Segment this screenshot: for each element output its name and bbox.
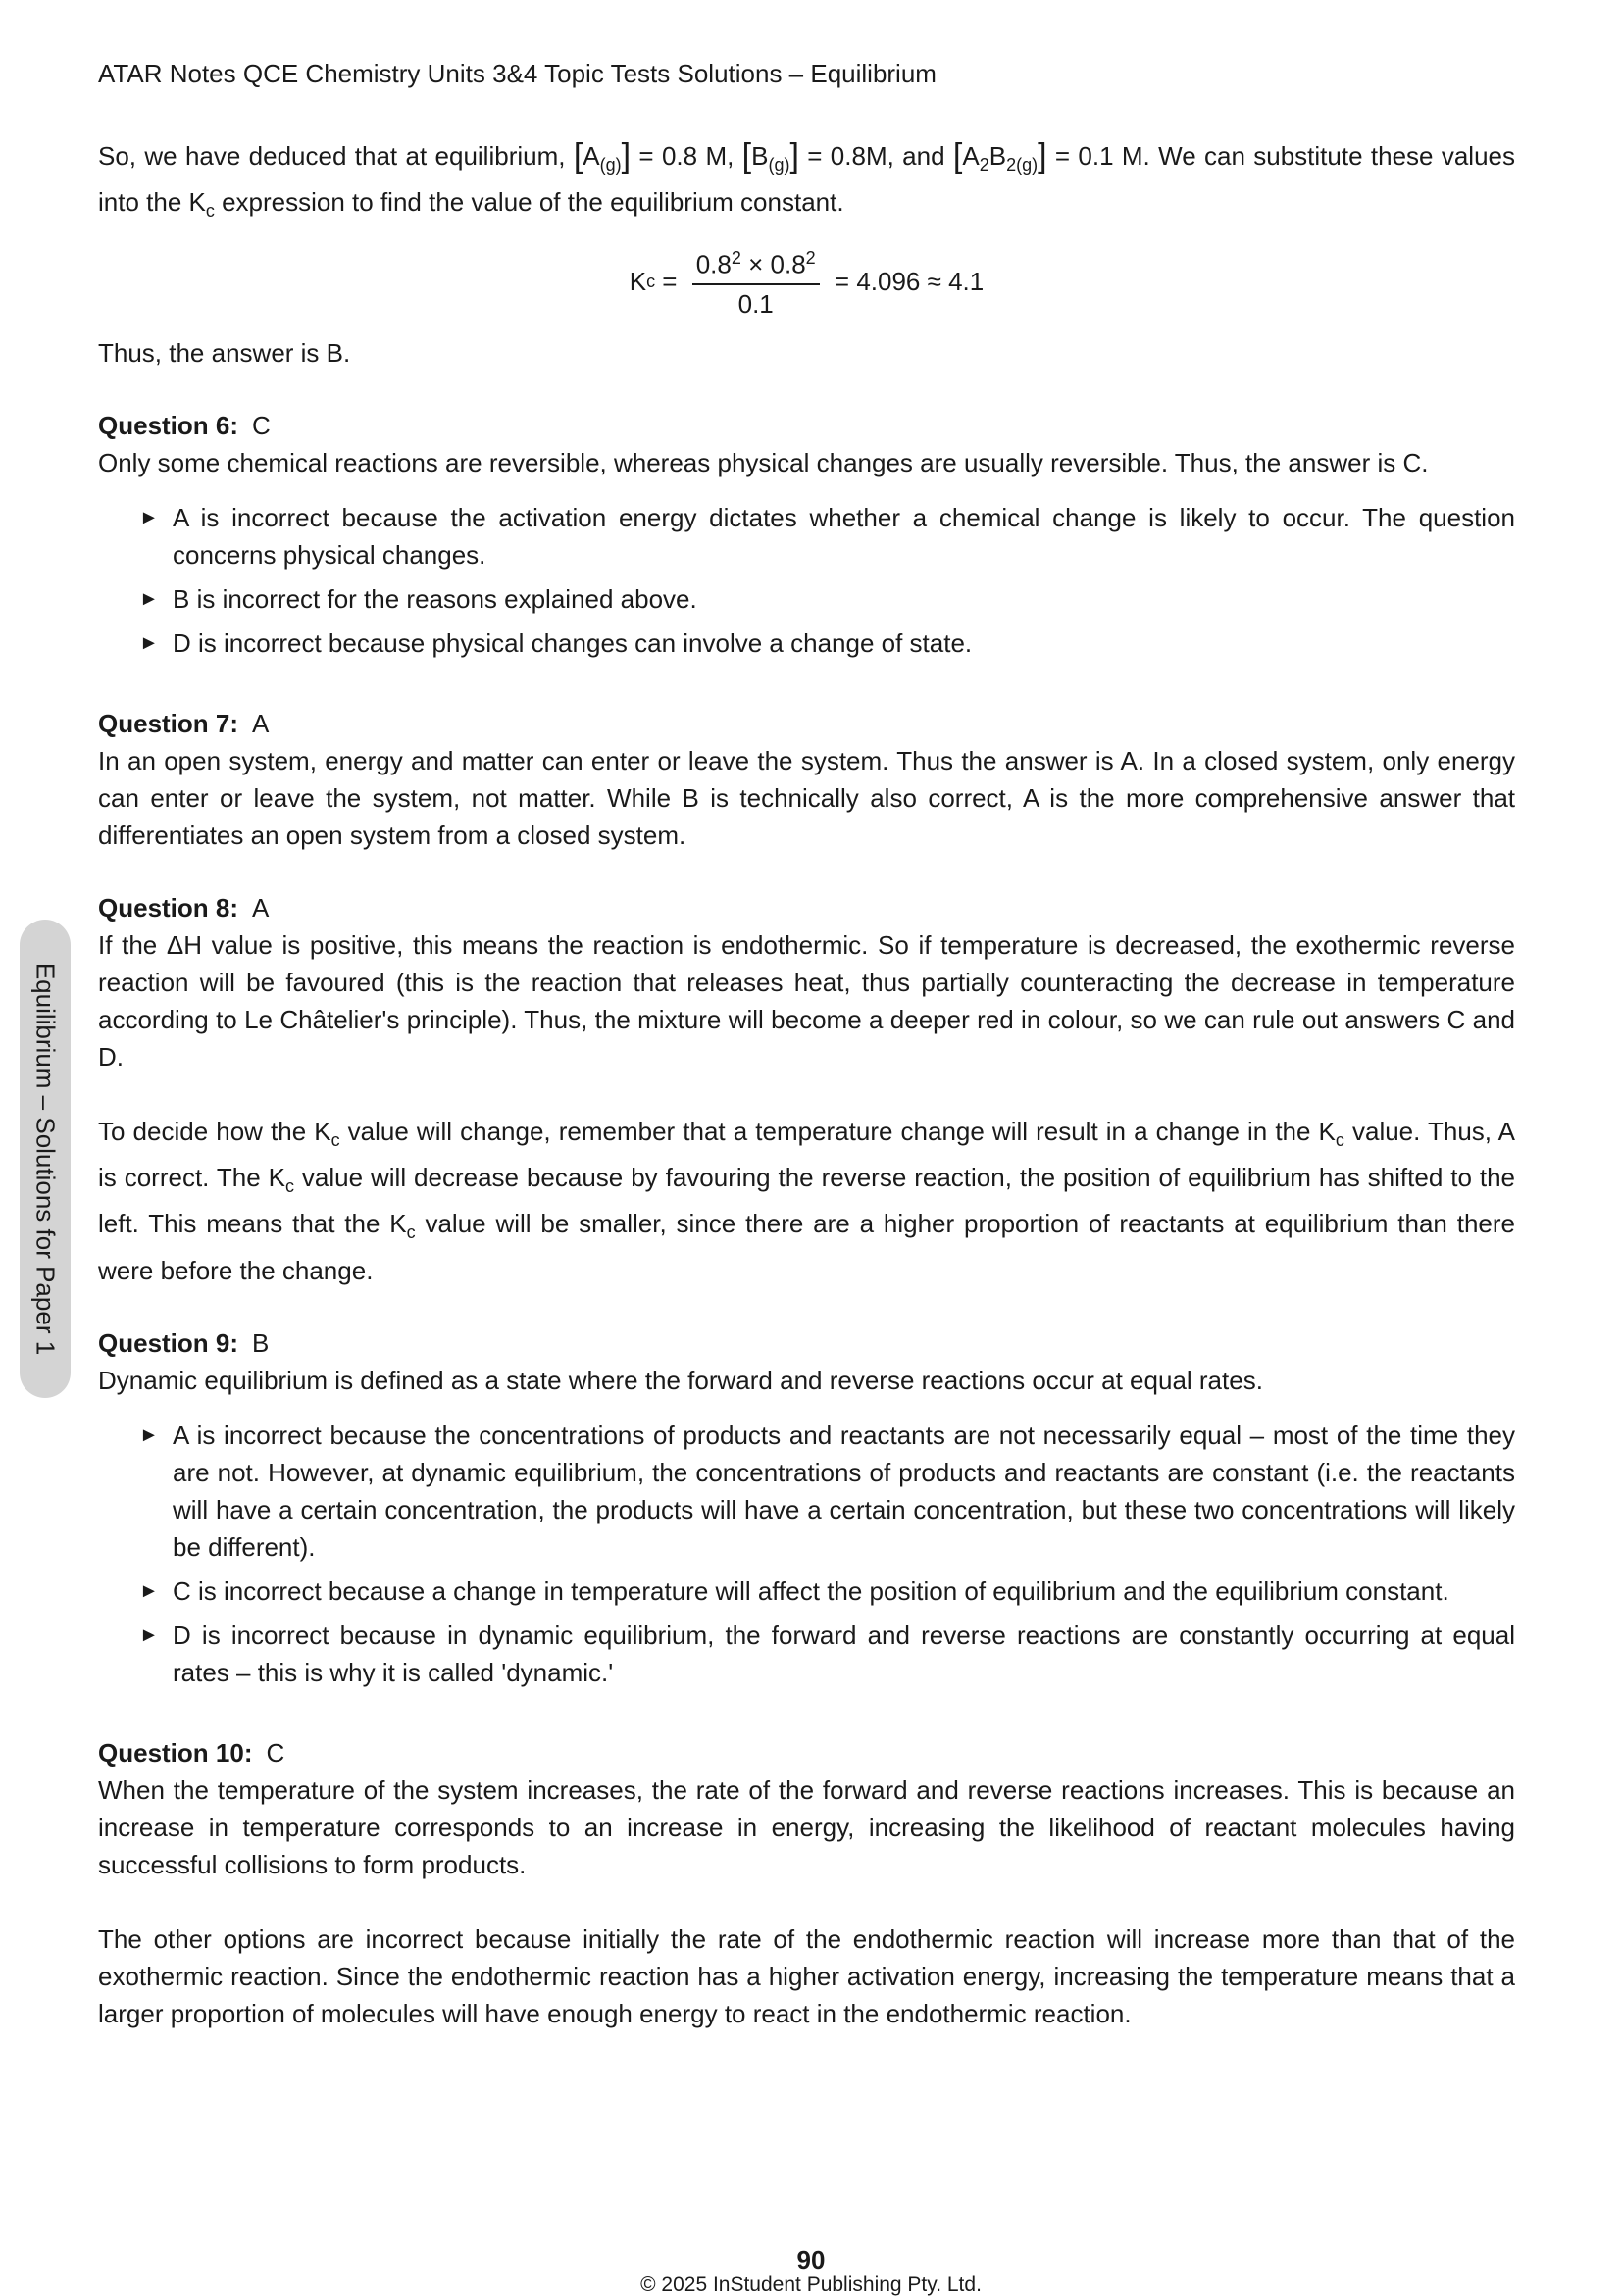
intro-text: expression to find the value of the equilibrium constant. [214,187,844,218]
eq-lhs-subscript: c [646,271,656,291]
state-subscript: (g) [768,155,790,175]
question-label: Question 9: [98,1327,239,1358]
intro-conclusion: Thus, the answer is B. [98,338,351,369]
conc-a-value: = 0.8 M, [631,141,742,171]
question-label: Question 10: [98,1737,253,1768]
conc-a2b2-value: = 0.1 M. We can substitute these values into the K [98,141,1516,218]
question-7-text: In an open system, energy and matter can enter or leave the system. Thus the answer is A. In a closed system, only energy can enter or leave the system, not matter. While B is technically also correct, A is the more comprehensive answer that differentiates an open system from a closed system. [98,746,1515,851]
question-answer: A [252,709,270,739]
eq-equals: = [655,266,684,296]
side-tab-label: Equilibrium – Solutions for Paper 1 [30,962,61,1356]
page-content [98,137,1515,2032]
question-9-heading [98,1324,1515,1362]
species-b: B [751,141,769,171]
copyright: © 2025 InStudent Publishing Pty. Ltd. [640,2273,982,2296]
question-9-bullets [98,1417,1515,1691]
question-6-text: Only some chemical reactions are reversible, whereas physical changes are usually reversible. Thus, the answer is C. [98,448,1429,478]
question-6-bullets [98,499,1515,662]
question-8-kc-text: To decide how the $K_c$ value will change, remember that a temperature change will result in a change in the $K_c$ value. Thus, A is correct. The $K_c$ value will decrease because by favouring the reverse reaction, the position of equilibrium has shifted to the left. This means that the $K_c$ value will be smaller, since there are a higher proportion of reactants at equilibrium than there were before the change. [98,1117,1516,1285]
species-a: A [583,141,600,171]
intro-text: So, we have deduced that at equilibrium, [98,141,574,171]
fraction-denominator: 0.1 [737,289,774,320]
list-item: ► A is incorrect because the activation energy dictates whether a chemical change is likely to occur. The question concerns physical changes. [173,499,1515,574]
list-item: ► D is incorrect because in dynamic equilibrium, the forward and reverse reactions are constantly occurring at equal rates – this is why it is called 'dynamic.' [173,1617,1515,1691]
question-10-text: When the temperature of the system increases, the rate of the forward and reverse reactions increases. This is because an increase in temperature corresponds to an increase in energy, increasing the likelihood of reactant molecules having successful collisions to form products. [98,1774,1515,1879]
intro-paragraph: So, we have deduced that at equilibrium, $[A_{(g)}] = 0.8$ M, $[B_{(g)}] = 0.8M$, and $[A_2B_{2(g)}] = 0.1$ M. We can substitute these values into the $K_c$ expression to find the value of the equilibrium constant. [98,137,1516,222]
question-answer: C [252,411,271,441]
running-header: ATAR Notes QCE Chemistry Units 3&4 Topic Tests Solutions – Equilibrium [98,59,937,88]
list-item: ► A is incorrect because the concentrations of products and reactants are not necessarily equal – most of the time they are not. However, at dynamic equilibrium, the concentrations of products and reactants are constant (i.e. the reactants will have a certain concentration, the products will have a certain concentration, but these two concentrations will likely be different). [173,1417,1515,1566]
conc-b-value: = 0.8M, and [798,141,953,171]
subscript: 2 [979,155,989,175]
state-subscript: (g) [599,155,622,175]
list-item: ► B is incorrect for the reasons explained above. [173,580,1515,618]
list-item: ► D is incorrect because physical changes can involve a change of state. [173,624,1515,662]
eq-lhs: K [629,266,647,296]
fraction-numerator: $0.8^2 \times 0.8^2$ [692,241,820,285]
species-a2b2-b: B [988,141,1007,171]
question-answer: A [252,893,270,923]
state-subscript: 2(g) [1006,155,1039,175]
species-a2b2-a: A [962,141,980,171]
kc-equation [98,241,1515,321]
question-label: Question 7: [98,709,239,739]
fraction [692,241,820,321]
question-label: Question 6: [98,411,239,441]
page-number: 90 [796,2245,826,2274]
question-8-text: If the ΔH value is positive, this means the reaction is endothermic. So if temperature is decreased, the exothermic reverse reaction will be favoured (this is the reaction that releases heat, thus partially counteracting the decrease in temperature according to Le Châtelier's principle). Thus, the mixture will become a deeper red in colour, so we can rule out answers C and D. [98,930,1515,1073]
question-7-heading [98,705,1515,742]
question-8-heading [98,889,1515,926]
eq-result: = 4.096 ≈ 4.1 [827,266,985,296]
question-answer: C [266,1737,285,1768]
question-10-heading [98,1734,1515,1772]
question-10-text-2: The other options are incorrect because initially the rate of the endothermic reaction will increase more than that of the exothermic reaction. Since the endothermic reaction has a higher activation energy, increasing the temperature means that a larger proportion of molecules will have enough energy to react in the endothermic reaction. [98,1923,1515,2028]
list-item: ► C is incorrect because a change in temperature will affect the position of equilibrium and the equilibrium constant. [173,1572,1515,1610]
question-6-heading [98,407,1515,444]
kc-subscript: c [205,201,215,222]
question-answer: B [252,1327,270,1358]
question-9-text: Dynamic equilibrium is defined as a state where the forward and reverse reactions occur at equal rates. [98,1365,1263,1395]
question-label: Question 8: [98,893,239,923]
